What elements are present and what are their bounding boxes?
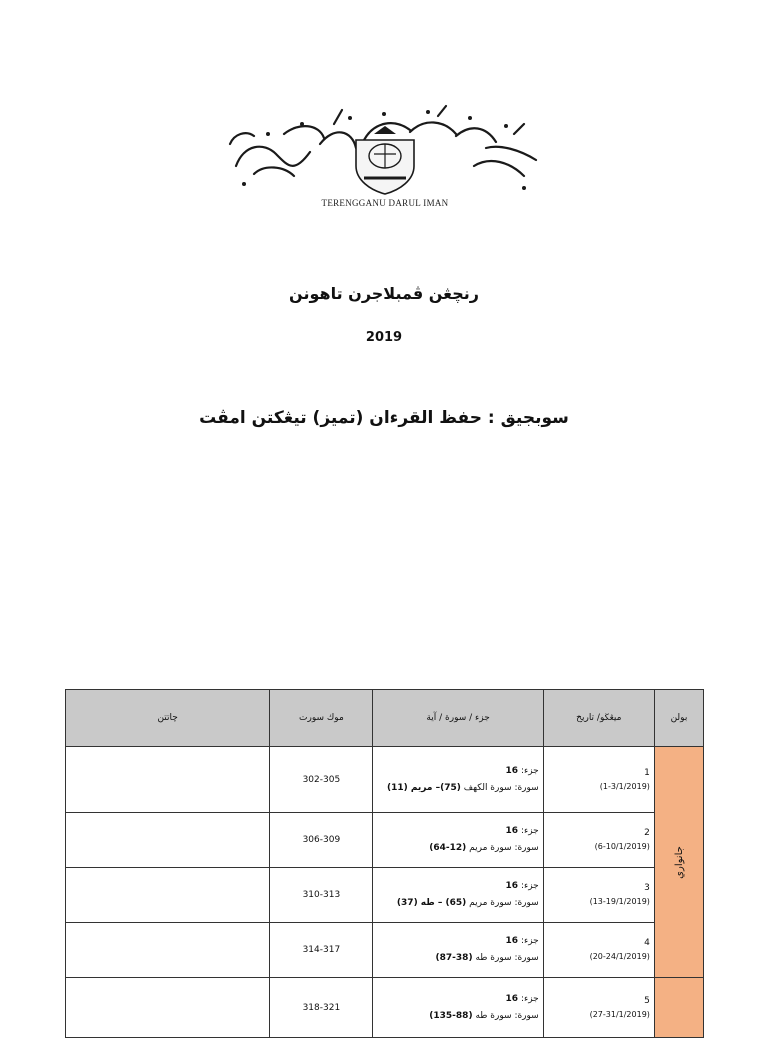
page-cell: 310-313 (270, 868, 373, 923)
surah-label: سورة: (514, 1010, 539, 1021)
surah-label: سورة: (514, 843, 539, 853)
header-month: بولن (654, 690, 703, 747)
week-range: (13-19/1/2019) (589, 897, 650, 906)
juz-surah-cell (373, 813, 543, 868)
juz-label: جزء: (520, 765, 539, 776)
juz-surah-cell (373, 978, 543, 1038)
table-row (66, 868, 704, 923)
week-number: 2 (644, 828, 650, 838)
school-logo (224, 104, 546, 200)
juz-number: 16 (505, 765, 519, 776)
week-number: 1 (644, 767, 650, 778)
surah-label: سورة: (514, 953, 539, 963)
juz-number: 16 (505, 993, 519, 1004)
week-range: (20-24/1/2019) (589, 952, 650, 961)
notes-cell (66, 813, 270, 868)
surah-label: سورة: (514, 898, 539, 908)
surah-label: سورة: (514, 782, 539, 793)
document-title: رنچڠن ڤمبلاجرن تاهونن (289, 284, 479, 303)
juz-number: 16 (505, 881, 519, 891)
week-date-cell (543, 813, 654, 868)
week-date-cell (543, 923, 654, 978)
month-label: جانواري (673, 845, 685, 879)
jawi-calligraphy-icon (224, 104, 546, 200)
header-notes: چاتتن (66, 690, 270, 747)
document-year: 2019 (365, 330, 403, 345)
juz-label: جزء: (520, 826, 539, 836)
notes-cell (66, 747, 270, 813)
subject-title: سوبجيق : حفظ القرءان (تميز) تيڠكتن امڤت (199, 408, 569, 428)
page-cell: 306-309 (270, 813, 373, 868)
table-header-row (66, 690, 704, 747)
table-row (66, 813, 704, 868)
table-row (66, 747, 704, 813)
week-range: (1-3/1/2019) (599, 781, 650, 791)
notes-cell (66, 923, 270, 978)
juz-label: جزء: (520, 993, 539, 1004)
week-number: 5 (644, 995, 650, 1006)
page-cell: 314-317 (270, 923, 373, 978)
surah-range: (65) – طه (37) (396, 898, 467, 908)
table-row (66, 978, 704, 1038)
surah-name: سورة طه (475, 1010, 512, 1021)
week-range: (6-10/1/2019) (594, 842, 650, 851)
week-date-cell (543, 747, 654, 813)
notes-cell (66, 868, 270, 923)
header-page: موك سورت (270, 690, 373, 747)
logo-caption: TERENGGANU DARUL IMAN (321, 198, 449, 208)
juz-number: 16 (505, 936, 519, 946)
month-cell-next (654, 978, 703, 1038)
juz-number: 16 (505, 826, 519, 836)
page-cell: 318-321 (270, 978, 373, 1038)
surah-range: (75)– مريم (11) (386, 782, 461, 793)
juz-surah-cell (373, 868, 543, 923)
header-week-date: ميڠڬو/ تاريخ (543, 690, 654, 747)
surah-range: (12-64) (429, 843, 467, 853)
month-cell (654, 747, 703, 978)
surah-name: سورة طه (475, 953, 512, 963)
week-range: (27-31/1/2019) (589, 1009, 650, 1019)
week-date-cell (543, 978, 654, 1038)
surah-name: سورة الكهف (463, 782, 512, 793)
week-number: 3 (644, 883, 650, 893)
surah-name: سورة مريم (469, 843, 512, 853)
state-crest-icon (356, 126, 414, 194)
lesson-plan-table (65, 689, 704, 1038)
notes-cell (66, 978, 270, 1038)
header-juz-surah-ayah: جزء / سورة / آية (373, 690, 543, 747)
surah-name: سورة مريم (469, 898, 512, 908)
surah-range: (38-87) (435, 953, 473, 963)
juz-label: جزء: (520, 936, 539, 946)
surah-range: (88-135) (429, 1010, 473, 1021)
week-date-cell (543, 868, 654, 923)
page-cell: 302-305 (270, 747, 373, 813)
juz-label: جزء: (520, 881, 539, 891)
juz-surah-cell (373, 923, 543, 978)
table-row (66, 923, 704, 978)
week-number: 4 (644, 938, 650, 948)
juz-surah-cell (373, 747, 543, 813)
